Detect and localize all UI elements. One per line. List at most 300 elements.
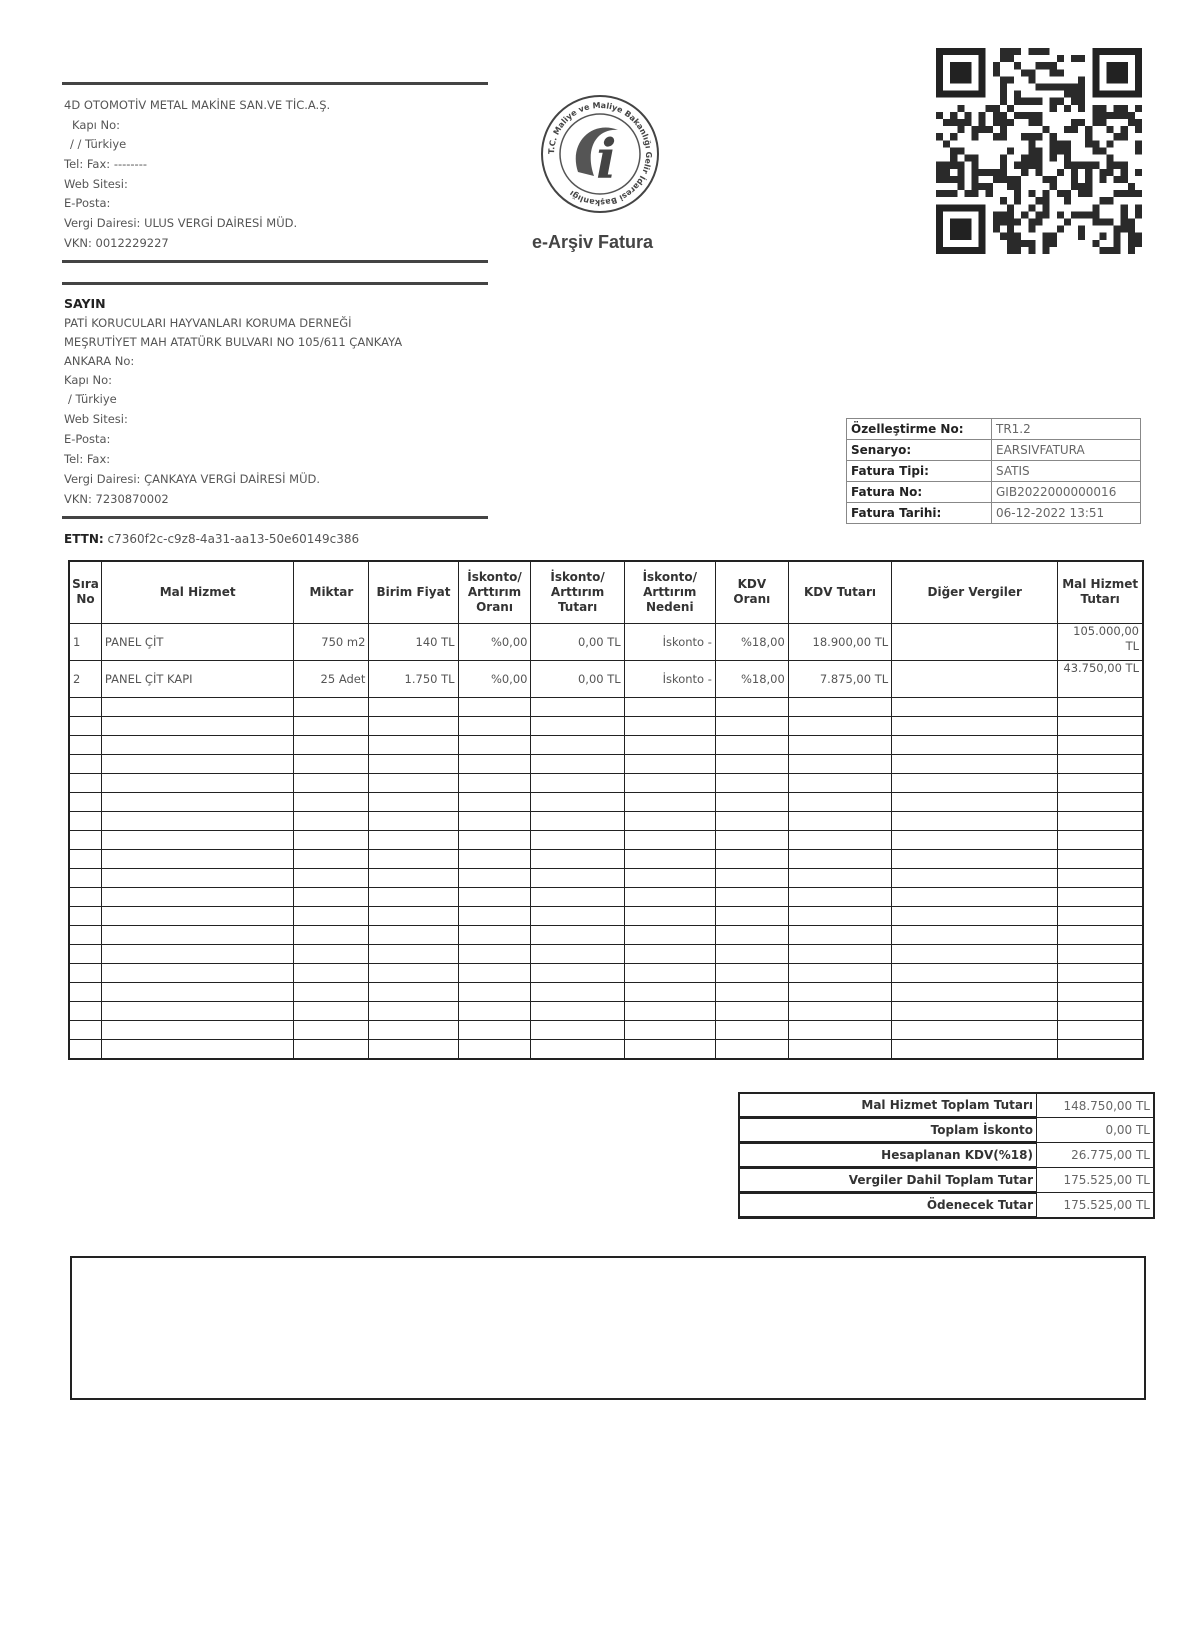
qr-module — [1114, 190, 1121, 197]
cell-disc-amount: 0,00 TL — [531, 623, 624, 660]
empty-cell — [369, 1001, 458, 1020]
empty-cell — [369, 849, 458, 868]
empty-cell — [69, 925, 101, 944]
cell-vat-rate: %18,00 — [715, 623, 788, 660]
empty-cell — [369, 868, 458, 887]
empty-cell — [624, 925, 715, 944]
qr-module — [1128, 226, 1135, 233]
qr-module — [1014, 233, 1021, 240]
empty-cell — [788, 1039, 891, 1059]
qr-module — [1043, 211, 1050, 218]
qr-module — [1128, 190, 1135, 197]
qr-module — [979, 169, 986, 176]
qr-module — [1000, 176, 1007, 183]
empty-cell — [892, 906, 1058, 925]
empty-cell — [294, 925, 369, 944]
empty-cell — [69, 1020, 101, 1039]
qr-module — [1014, 218, 1021, 225]
empty-cell — [294, 906, 369, 925]
cell-qty: 25 Adet — [294, 660, 369, 697]
buyer-tax-office: Vergi Dairesi: ÇANKAYA VERGİ DAİRESİ MÜD. — [64, 472, 321, 486]
cell-item: PANEL ÇİT — [101, 623, 294, 660]
empty-row — [69, 773, 1143, 792]
buyer-door-no: Kapı No: — [64, 373, 113, 387]
empty-cell — [715, 754, 788, 773]
qr-module — [1035, 162, 1042, 169]
qr-module — [1050, 140, 1057, 147]
empty-cell — [369, 773, 458, 792]
qr-module — [1035, 211, 1042, 218]
empty-cell — [369, 811, 458, 830]
qr-module — [1050, 147, 1057, 154]
qr-module — [1007, 204, 1014, 211]
qr-module — [1078, 55, 1085, 62]
qr-module — [1000, 133, 1007, 140]
qr-module — [1099, 119, 1106, 126]
empty-cell — [1058, 963, 1143, 982]
qr-module — [972, 133, 979, 140]
qr-module — [1135, 204, 1142, 211]
qr-module — [1035, 48, 1042, 55]
empty-cell — [715, 906, 788, 925]
totals-value: 148.750,00 TL — [1037, 1093, 1155, 1118]
empty-cell — [101, 963, 294, 982]
empty-cell — [294, 982, 369, 1001]
qr-module — [957, 176, 964, 183]
empty-cell — [788, 925, 891, 944]
qr-module — [1085, 190, 1092, 197]
qr-module — [1000, 98, 1007, 105]
qr-module — [1035, 112, 1042, 119]
totals-key: Vergiler Dahil Toplam Tutar — [739, 1168, 1037, 1193]
empty-cell — [1058, 982, 1143, 1001]
empty-cell — [715, 944, 788, 963]
empty-cell — [788, 982, 891, 1001]
qr-module — [1114, 105, 1121, 112]
qr-module — [1064, 91, 1071, 98]
empty-cell — [294, 697, 369, 716]
empty-cell — [624, 735, 715, 754]
qr-module — [1028, 247, 1035, 254]
qr-module — [1007, 233, 1014, 240]
qr-module — [1000, 119, 1007, 126]
empty-cell — [715, 925, 788, 944]
empty-row — [69, 963, 1143, 982]
empty-cell — [531, 868, 624, 887]
qr-module — [993, 112, 1000, 119]
qr-module — [1128, 112, 1135, 119]
empty-cell — [892, 811, 1058, 830]
seller-vkn: VKN: 0012229227 — [64, 236, 169, 250]
qr-module — [1114, 240, 1121, 247]
empty-cell — [892, 792, 1058, 811]
empty-cell — [788, 1020, 891, 1039]
qr-module — [1078, 183, 1085, 190]
empty-cell — [458, 944, 531, 963]
empty-cell — [892, 830, 1058, 849]
empty-cell — [69, 830, 101, 849]
totals-value: 175.525,00 TL — [1037, 1168, 1155, 1193]
seller-tax-office: Vergi Dairesi: ULUS VERGİ DAİRESİ MÜD. — [64, 216, 298, 230]
qr-module — [950, 190, 957, 197]
empty-cell — [101, 697, 294, 716]
qr-module — [936, 176, 943, 183]
empty-cell — [369, 906, 458, 925]
empty-cell — [715, 830, 788, 849]
empty-cell — [294, 754, 369, 773]
empty-cell — [69, 887, 101, 906]
qr-module — [1121, 133, 1128, 140]
empty-cell — [458, 830, 531, 849]
col-disc-rate: İskonto/ Arttırım Oranı — [458, 561, 531, 623]
qr-module — [964, 190, 971, 197]
qr-module — [1043, 190, 1050, 197]
ettn-value: c7360f2c-c9z8-4a31-aa13-50e60149c386 — [107, 532, 360, 546]
qr-module — [1000, 169, 1007, 176]
qr-module — [993, 176, 1000, 183]
empty-cell — [624, 849, 715, 868]
qr-module — [1078, 84, 1085, 91]
empty-cell — [101, 1020, 294, 1039]
qr-module — [1135, 147, 1142, 154]
ettn — [64, 532, 359, 546]
qr-module — [1035, 84, 1042, 91]
empty-cell — [531, 982, 624, 1001]
buyer-city: ANKARA No: — [64, 354, 135, 368]
qr-module — [1007, 247, 1014, 254]
qr-module — [1128, 240, 1135, 247]
col-vat-rate: KDV Oranı — [715, 561, 788, 623]
empty-cell — [69, 697, 101, 716]
qr-module — [1092, 119, 1099, 126]
empty-cell — [69, 1001, 101, 1020]
qr-module — [1071, 55, 1078, 62]
qr-module — [1035, 197, 1042, 204]
seller-email: E-Posta: — [64, 196, 111, 210]
qr-module — [1078, 162, 1085, 169]
empty-row — [69, 887, 1143, 906]
qr-module — [1114, 233, 1121, 240]
qr-module — [972, 169, 979, 176]
notes-box — [70, 1256, 1146, 1400]
empty-cell — [369, 754, 458, 773]
empty-cell — [531, 811, 624, 830]
empty-cell — [788, 716, 891, 735]
seller-tel-fax: Tel: Fax: -------- — [64, 157, 148, 171]
qr-module — [1035, 147, 1042, 154]
cell-no: 1 — [69, 623, 101, 660]
empty-cell — [369, 963, 458, 982]
qr-module — [972, 176, 979, 183]
spec-key: Fatura Tipi: — [847, 461, 992, 482]
qr-module — [1071, 126, 1078, 133]
qr-module — [1021, 112, 1028, 119]
col-vat-amount: KDV Tutarı — [788, 561, 891, 623]
qr-module — [1092, 240, 1099, 247]
qr-module — [1135, 105, 1142, 112]
qr-module — [993, 169, 1000, 176]
qr-module — [1057, 69, 1064, 76]
qr-module — [1085, 126, 1092, 133]
qr-module — [1014, 162, 1021, 169]
qr-module — [1085, 140, 1092, 147]
empty-cell — [624, 830, 715, 849]
qr-module — [1043, 176, 1050, 183]
qr-module — [1000, 76, 1007, 83]
empty-cell — [458, 849, 531, 868]
empty-cell — [101, 868, 294, 887]
spec-key: Fatura Tarihi: — [847, 503, 992, 524]
empty-cell — [892, 1001, 1058, 1020]
buyer-email: E-Posta: — [64, 432, 111, 446]
empty-cell — [1058, 716, 1143, 735]
empty-row — [69, 868, 1143, 887]
qr-module — [1028, 112, 1035, 119]
qr-module — [1014, 98, 1021, 105]
empty-cell — [1058, 811, 1143, 830]
qr-module — [1085, 211, 1092, 218]
cell-unit-price: 1.750 TL — [369, 660, 458, 697]
empty-cell — [69, 963, 101, 982]
qr-module — [950, 147, 957, 154]
spec-row — [847, 419, 1141, 440]
qr-module — [1000, 155, 1007, 162]
qr-module — [1106, 247, 1113, 254]
empty-cell — [892, 697, 1058, 716]
qr-module — [1085, 162, 1092, 169]
empty-cell — [531, 849, 624, 868]
qr-module — [1000, 48, 1007, 55]
col-item: Mal Hizmet — [101, 561, 294, 623]
seller-top-rule — [62, 82, 488, 85]
spec-key: Özelleştirme No: — [847, 419, 992, 440]
qr-module — [1043, 62, 1050, 69]
totals-table — [738, 1092, 1155, 1219]
empty-cell — [715, 849, 788, 868]
empty-cell — [715, 887, 788, 906]
qr-module — [1135, 240, 1142, 247]
col-total: Mal Hizmet Tutarı — [1058, 561, 1143, 623]
empty-cell — [458, 925, 531, 944]
qr-module — [1007, 147, 1014, 154]
qr-code — [936, 48, 1142, 254]
qr-module — [936, 133, 943, 140]
empty-cell — [788, 811, 891, 830]
empty-cell — [531, 773, 624, 792]
empty-cell — [531, 944, 624, 963]
seller-country: / / Türkiye — [70, 137, 127, 151]
empty-cell — [624, 1039, 715, 1059]
qr-module — [1064, 126, 1071, 133]
qr-module — [1057, 55, 1064, 62]
qr-module — [1078, 98, 1085, 105]
empty-cell — [531, 735, 624, 754]
empty-cell — [624, 963, 715, 982]
empty-cell — [458, 982, 531, 1001]
empty-cell — [294, 830, 369, 849]
qr-module — [1000, 197, 1007, 204]
empty-cell — [458, 963, 531, 982]
qr-module — [1135, 140, 1142, 147]
empty-cell — [531, 1001, 624, 1020]
qr-module — [1050, 62, 1057, 69]
qr-module — [957, 147, 964, 154]
empty-cell — [624, 792, 715, 811]
empty-cell — [1058, 944, 1143, 963]
empty-cell — [531, 716, 624, 735]
qr-module — [1106, 140, 1113, 147]
empty-cell — [892, 849, 1058, 868]
qr-module — [1071, 84, 1078, 91]
totals-row — [739, 1143, 1154, 1168]
qr-module — [1085, 183, 1092, 190]
empty-cell — [624, 906, 715, 925]
qr-module — [1000, 233, 1007, 240]
qr-module — [1114, 247, 1121, 254]
buyer-tel-fax: Tel: Fax: — [64, 452, 111, 466]
qr-module — [1007, 240, 1014, 247]
empty-cell — [369, 982, 458, 1001]
empty-cell — [624, 982, 715, 1001]
empty-cell — [294, 773, 369, 792]
qr-module — [1114, 176, 1121, 183]
empty-cell — [294, 716, 369, 735]
seller-bottom-rule — [62, 260, 488, 263]
empty-cell — [715, 982, 788, 1001]
cell-disc-amount: 0,00 TL — [531, 660, 624, 697]
empty-cell — [458, 792, 531, 811]
empty-row — [69, 944, 1143, 963]
qr-module — [1007, 119, 1014, 126]
qr-module — [1028, 119, 1035, 126]
empty-cell — [1058, 830, 1143, 849]
empty-cell — [369, 735, 458, 754]
empty-cell — [369, 697, 458, 716]
invoice-spec-table — [846, 418, 1141, 524]
empty-cell — [624, 1001, 715, 1020]
empty-cell — [369, 830, 458, 849]
qr-module — [1028, 155, 1035, 162]
qr-module — [1121, 126, 1128, 133]
empty-cell — [531, 830, 624, 849]
qr-module — [1014, 183, 1021, 190]
buyer-website: Web Sitesi: — [64, 412, 128, 426]
cell-total: 43.750,00 TL — [1058, 660, 1143, 697]
totals-row — [739, 1093, 1154, 1118]
empty-cell — [788, 906, 891, 925]
empty-cell — [1058, 868, 1143, 887]
qr-module — [979, 119, 986, 126]
qr-module — [1057, 169, 1064, 176]
qr-module — [1043, 247, 1050, 254]
empty-cell — [294, 944, 369, 963]
qr-module — [1099, 247, 1106, 254]
empty-row — [69, 906, 1143, 925]
document-title: e-Arşiv Fatura — [532, 232, 654, 252]
empty-cell — [624, 716, 715, 735]
empty-cell — [69, 982, 101, 1001]
qr-module — [1050, 183, 1057, 190]
qr-module — [1135, 211, 1142, 218]
qr-module — [1007, 76, 1014, 83]
qr-module — [1092, 140, 1099, 147]
qr-module — [1050, 133, 1057, 140]
qr-module — [1043, 84, 1050, 91]
qr-module — [1085, 176, 1092, 183]
qr-module — [964, 155, 971, 162]
empty-cell — [892, 716, 1058, 735]
empty-cell — [1058, 773, 1143, 792]
qr-module — [1007, 218, 1014, 225]
qr-module — [1007, 176, 1014, 183]
qr-module — [1057, 211, 1064, 218]
empty-cell — [101, 906, 294, 925]
empty-cell — [624, 811, 715, 830]
col-qty: Miktar — [294, 561, 369, 623]
empty-cell — [69, 773, 101, 792]
qr-module — [964, 112, 971, 119]
empty-cell — [715, 697, 788, 716]
spec-key: Fatura No: — [847, 482, 992, 503]
empty-cell — [294, 849, 369, 868]
qr-module — [1000, 91, 1007, 98]
empty-cell — [458, 1001, 531, 1020]
buyer-top-rule — [62, 282, 488, 285]
empty-cell — [101, 811, 294, 830]
qr-module — [1085, 169, 1092, 176]
empty-cell — [715, 1001, 788, 1020]
empty-cell — [531, 925, 624, 944]
qr-module — [1121, 169, 1128, 176]
spec-value: SATIS — [992, 461, 1141, 482]
qr-module — [1057, 226, 1064, 233]
qr-module — [1050, 84, 1057, 91]
qr-module — [1000, 162, 1007, 169]
empty-cell — [1058, 1020, 1143, 1039]
empty-cell — [788, 792, 891, 811]
qr-module — [957, 183, 964, 190]
qr-module — [1078, 76, 1085, 83]
qr-module — [1050, 69, 1057, 76]
empty-cell — [458, 754, 531, 773]
empty-cell — [101, 792, 294, 811]
qr-finder — [950, 218, 971, 239]
qr-module — [1099, 197, 1106, 204]
spec-value: EARSIVFATURA — [992, 440, 1141, 461]
empty-cell — [69, 792, 101, 811]
qr-module — [1106, 112, 1113, 119]
empty-cell — [1058, 925, 1143, 944]
qr-module — [993, 69, 1000, 76]
logo-ring-text: T.C. Maliye ve Maliye Bakanlığı Gelir İdaresi Başkanlığı — [546, 100, 654, 208]
empty-cell — [788, 735, 891, 754]
qr-module — [1114, 162, 1121, 169]
qr-module — [1000, 218, 1007, 225]
empty-cell — [69, 1039, 101, 1059]
qr-module — [1007, 211, 1014, 218]
qr-module — [1035, 169, 1042, 176]
qr-module — [1000, 112, 1007, 119]
qr-module — [1021, 240, 1028, 247]
qr-module — [1014, 112, 1021, 119]
qr-module — [1106, 197, 1113, 204]
empty-cell — [715, 792, 788, 811]
empty-cell — [294, 1020, 369, 1039]
qr-module — [1050, 233, 1057, 240]
qr-module — [1106, 218, 1113, 225]
empty-cell — [1058, 754, 1143, 773]
empty-cell — [101, 1039, 294, 1059]
